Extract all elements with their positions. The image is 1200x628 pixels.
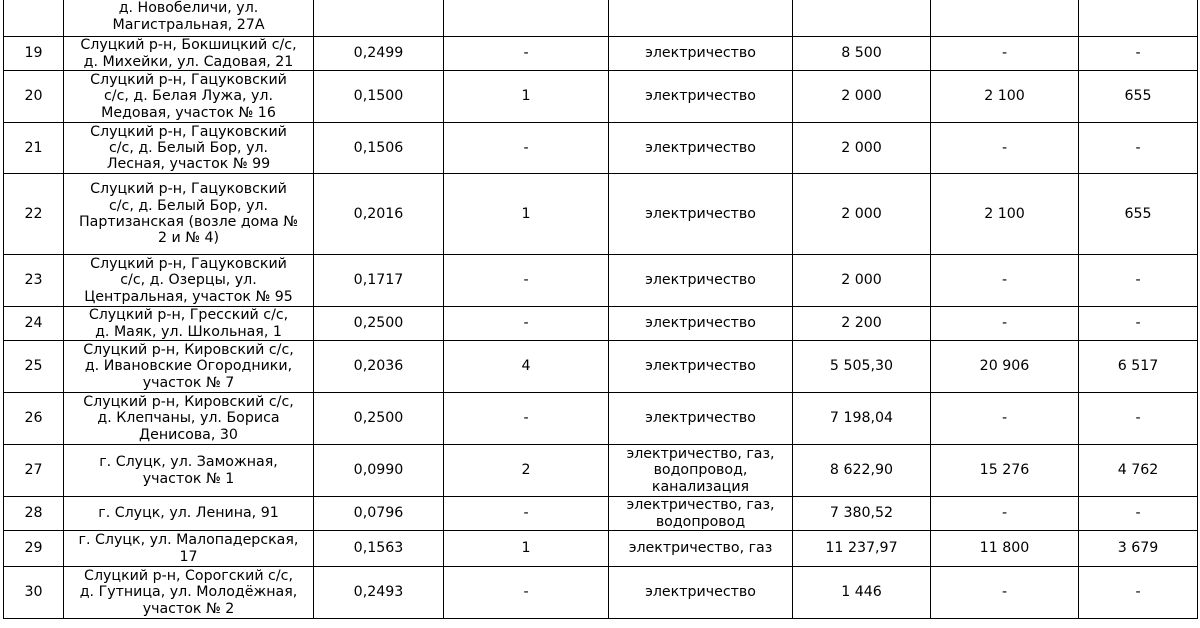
utilities-cell: электричество — [609, 393, 793, 445]
row-number: 26 — [4, 393, 64, 445]
table-row — [4, 393, 1198, 445]
value-cell: 20 906 — [931, 341, 1079, 393]
table-row — [4, 0, 1198, 37]
utilities-cell: электричество — [609, 37, 793, 71]
area-cell: 0,1506 — [314, 123, 444, 174]
row-number: 21 — [4, 123, 64, 174]
value-cell: 11 800 — [931, 531, 1079, 567]
area-cell — [314, 0, 444, 37]
address-cell: Слуцкий р-н, Гресский с/с, д. Маяк, ул. Школьная, 1 — [64, 307, 314, 341]
owners-count-cell: 2 — [444, 445, 609, 497]
value-cell: - — [931, 37, 1079, 71]
address-cell: д. Новобеличи, ул. Магистральная, 27А — [64, 0, 314, 37]
utilities-cell: электричество, газ, водопровод, канализация — [609, 445, 793, 497]
owners-count-cell: 4 — [444, 341, 609, 393]
utilities-cell: электричество — [609, 341, 793, 393]
utilities-cell: электричество — [609, 307, 793, 341]
row-number — [4, 0, 64, 37]
value-cell: 4 762 — [1079, 445, 1198, 497]
price-cell: 7 198,04 — [793, 393, 931, 445]
row-number: 30 — [4, 567, 64, 619]
utilities-cell: электричество, газ — [609, 531, 793, 567]
land-plots-table — [3, 0, 1198, 619]
area-cell: 0,1500 — [314, 71, 444, 123]
owners-count-cell: 1 — [444, 531, 609, 567]
value-cell: 15 276 — [931, 445, 1079, 497]
value-cell: 3 679 — [1079, 531, 1198, 567]
address-cell: г. Слуцк, ул. Заможная, участок № 1 — [64, 445, 314, 497]
table-row — [4, 497, 1198, 531]
utilities-cell: электричество — [609, 174, 793, 255]
row-number: 20 — [4, 71, 64, 123]
row-number: 24 — [4, 307, 64, 341]
price-cell: 2 000 — [793, 255, 931, 307]
owners-count-cell: - — [444, 123, 609, 174]
owners-count-cell: - — [444, 255, 609, 307]
area-cell: 0,2500 — [314, 307, 444, 341]
utilities-cell: электричество — [609, 123, 793, 174]
table-row — [4, 567, 1198, 619]
price-cell: 1 446 — [793, 567, 931, 619]
table-row — [4, 37, 1198, 71]
value-cell: 655 — [1079, 71, 1198, 123]
value-cell — [931, 0, 1079, 37]
table-row — [4, 531, 1198, 567]
area-cell: 0,0990 — [314, 445, 444, 497]
value-cell: - — [1079, 307, 1198, 341]
price-cell: 2 000 — [793, 174, 931, 255]
price-cell: 2 000 — [793, 71, 931, 123]
owners-count-cell — [444, 0, 609, 37]
address-cell: Слуцкий р-н, Гацуковский с/с, д. Белая Лужа, ул. Медовая, участок № 16 — [64, 71, 314, 123]
value-cell: - — [931, 307, 1079, 341]
value-cell: - — [1079, 497, 1198, 531]
table-row — [4, 307, 1198, 341]
row-number: 23 — [4, 255, 64, 307]
value-cell: - — [1079, 255, 1198, 307]
address-cell: Слуцкий р-н, Гацуковский с/с, д. Белый Бор, ул. Лесная, участок № 99 — [64, 123, 314, 174]
utilities-cell: электричество — [609, 71, 793, 123]
value-cell: 655 — [1079, 174, 1198, 255]
address-cell: Слуцкий р-н, Гацуковский с/с, д. Белый Бор, ул. Партизанская (возле дома № 2 и № 4) — [64, 174, 314, 255]
row-number: 28 — [4, 497, 64, 531]
owners-count-cell: - — [444, 497, 609, 531]
value-cell: - — [1079, 123, 1198, 174]
value-cell — [1079, 0, 1198, 37]
address-cell: г. Слуцк, ул. Малопадерская, 17 — [64, 531, 314, 567]
value-cell: 6 517 — [1079, 341, 1198, 393]
area-cell: 0,2036 — [314, 341, 444, 393]
area-cell: 0,2493 — [314, 567, 444, 619]
value-cell: 2 100 — [931, 174, 1079, 255]
area-cell: 0,0796 — [314, 497, 444, 531]
address-cell: Слуцкий р-н, Сорогский с/с, д. Гутница, ул. Молодёжная, участок № 2 — [64, 567, 314, 619]
price-cell: 2 000 — [793, 123, 931, 174]
owners-count-cell: 1 — [444, 174, 609, 255]
area-cell: 0,2016 — [314, 174, 444, 255]
table-row — [4, 123, 1198, 174]
area-cell: 0,1563 — [314, 531, 444, 567]
value-cell: - — [1079, 567, 1198, 619]
owners-count-cell: - — [444, 307, 609, 341]
price-cell: 5 505,30 — [793, 341, 931, 393]
area-cell: 0,2499 — [314, 37, 444, 71]
value-cell: - — [931, 123, 1079, 174]
owners-count-cell: - — [444, 37, 609, 71]
value-cell: - — [931, 567, 1079, 619]
price-cell: 2 200 — [793, 307, 931, 341]
row-number: 22 — [4, 174, 64, 255]
table-row — [4, 255, 1198, 307]
owners-count-cell: 1 — [444, 71, 609, 123]
table-row — [4, 71, 1198, 123]
utilities-cell: электричество, газ, водопровод — [609, 497, 793, 531]
price-cell — [793, 0, 931, 37]
value-cell: - — [931, 497, 1079, 531]
price-cell: 8 622,90 — [793, 445, 931, 497]
address-cell: Слуцкий р-н, Гацуковский с/с, д. Озерцы, ул. Центральная, участок № 95 — [64, 255, 314, 307]
value-cell: - — [1079, 393, 1198, 445]
price-cell: 8 500 — [793, 37, 931, 71]
price-cell: 11 237,97 — [793, 531, 931, 567]
price-cell: 7 380,52 — [793, 497, 931, 531]
value-cell: 2 100 — [931, 71, 1079, 123]
owners-count-cell: - — [444, 567, 609, 619]
utilities-cell: электричество — [609, 255, 793, 307]
row-number: 19 — [4, 37, 64, 71]
utilities-cell: электричество — [609, 567, 793, 619]
table-row — [4, 445, 1198, 497]
address-cell: Слуцкий р-н, Кировский с/с, д. Ивановские Огородники, участок № 7 — [64, 341, 314, 393]
table-row — [4, 174, 1198, 255]
value-cell: - — [1079, 37, 1198, 71]
value-cell: - — [931, 255, 1079, 307]
row-number: 29 — [4, 531, 64, 567]
table-row — [4, 341, 1198, 393]
area-cell: 0,1717 — [314, 255, 444, 307]
table-body — [4, 0, 1198, 619]
address-cell: г. Слуцк, ул. Ленина, 91 — [64, 497, 314, 531]
area-cell: 0,2500 — [314, 393, 444, 445]
row-number: 25 — [4, 341, 64, 393]
owners-count-cell: - — [444, 393, 609, 445]
value-cell: - — [931, 393, 1079, 445]
address-cell: Слуцкий р-н, Бокшицкий с/с, д. Михейки, ул. Садовая, 21 — [64, 37, 314, 71]
utilities-cell — [609, 0, 793, 37]
row-number: 27 — [4, 445, 64, 497]
address-cell: Слуцкий р-н, Кировский с/с, д. Клепчаны, ул. Бориса Денисова, 30 — [64, 393, 314, 445]
